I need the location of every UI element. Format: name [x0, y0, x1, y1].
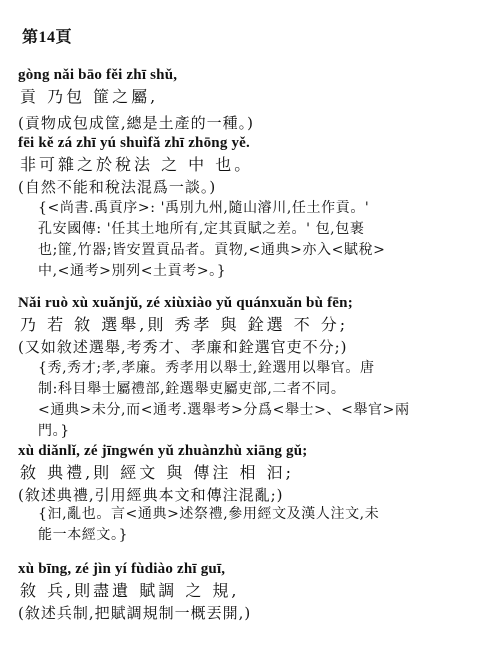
- note-line: 也;篚,竹器;皆安置貢品者。貢物,<通典>亦入<賦稅>: [38, 242, 386, 258]
- verse-section: [18, 292, 488, 358]
- chinese-line: 非可雜之於稅法 之 中 也。: [20, 155, 254, 174]
- note-line: 制:科目舉士屬禮部,銓選舉吏屬吏部,二者不同。: [38, 381, 346, 397]
- pinyin-line: xù diǎnlǐ, zé jīngwén yǔ zhuànzhù xiāng gǔ;: [18, 443, 308, 459]
- verse-section: [18, 440, 488, 506]
- pinyin-line: Nǎi ruò xù xuǎnjǔ, zé xiùxiào yǔ quánxuǎn bù fēn;: [18, 295, 353, 311]
- chinese-line: 敘 典禮,則 經文 與 傳注 相 汩;: [20, 463, 294, 482]
- note-line: 能一本經文。}: [38, 527, 129, 543]
- page-number-label: 第14頁: [22, 29, 73, 46]
- note-line: 門。}: [38, 423, 70, 439]
- verse-section: [18, 558, 488, 624]
- note-line: {<尚書.禹貢序>: '禹別九州,隨山濬川,任土作貢。': [38, 200, 370, 216]
- gloss-line: (貢物成包成筐,總是土產的一種。): [18, 114, 254, 132]
- note-line: {秀,秀才;孝,孝廉。秀孝用以舉士,銓選用以舉官。唐: [38, 360, 375, 376]
- note-line: 孔安國傳: '任其土地所有,定其貢賦之差。' 包,包裹: [38, 221, 365, 237]
- gloss-line: (自然不能和稅法混爲一談。): [18, 178, 217, 196]
- gloss-line: (敘述兵制,把賦調規制一概丟開,): [18, 604, 252, 622]
- note-line: 中,<通考>別列<土貢考>。}: [38, 263, 227, 279]
- pinyin-line: xù bīng, zé jìn yí fùdiào zhī guī,: [18, 561, 226, 577]
- pinyin-line: gòng nǎi bāo fěi zhī shǔ,: [18, 67, 178, 83]
- verse-section: [18, 132, 488, 198]
- chinese-line: 敘 兵,則盡遺 賦調 之 規,: [20, 581, 240, 600]
- gloss-line: (敘述典禮,引用經典本文和傳注混亂;): [18, 486, 284, 504]
- chinese-line: 貢 乃包 篚之屬,: [20, 87, 159, 106]
- commentary-note: [38, 198, 486, 282]
- verse-section: [18, 64, 488, 134]
- commentary-note: [38, 358, 486, 442]
- chinese-line: 乃 若 敘 選舉,則 秀孝 與 銓選 不 分;: [20, 315, 349, 334]
- note-line: <通典>未分,而<通考.選舉考>分爲<舉士>、<舉官>兩: [38, 402, 410, 418]
- pinyin-line: fēi kě zá zhī yú shuìfǎ zhī zhōng yě.: [18, 135, 250, 151]
- commentary-note: [38, 504, 486, 546]
- gloss-line: (又如敘述選舉,考秀才、孝廉和銓選官吏不分;): [18, 338, 348, 356]
- note-line: {汩,亂也。言<通典>述祭禮,參用經文及漢人注文,未: [38, 506, 380, 522]
